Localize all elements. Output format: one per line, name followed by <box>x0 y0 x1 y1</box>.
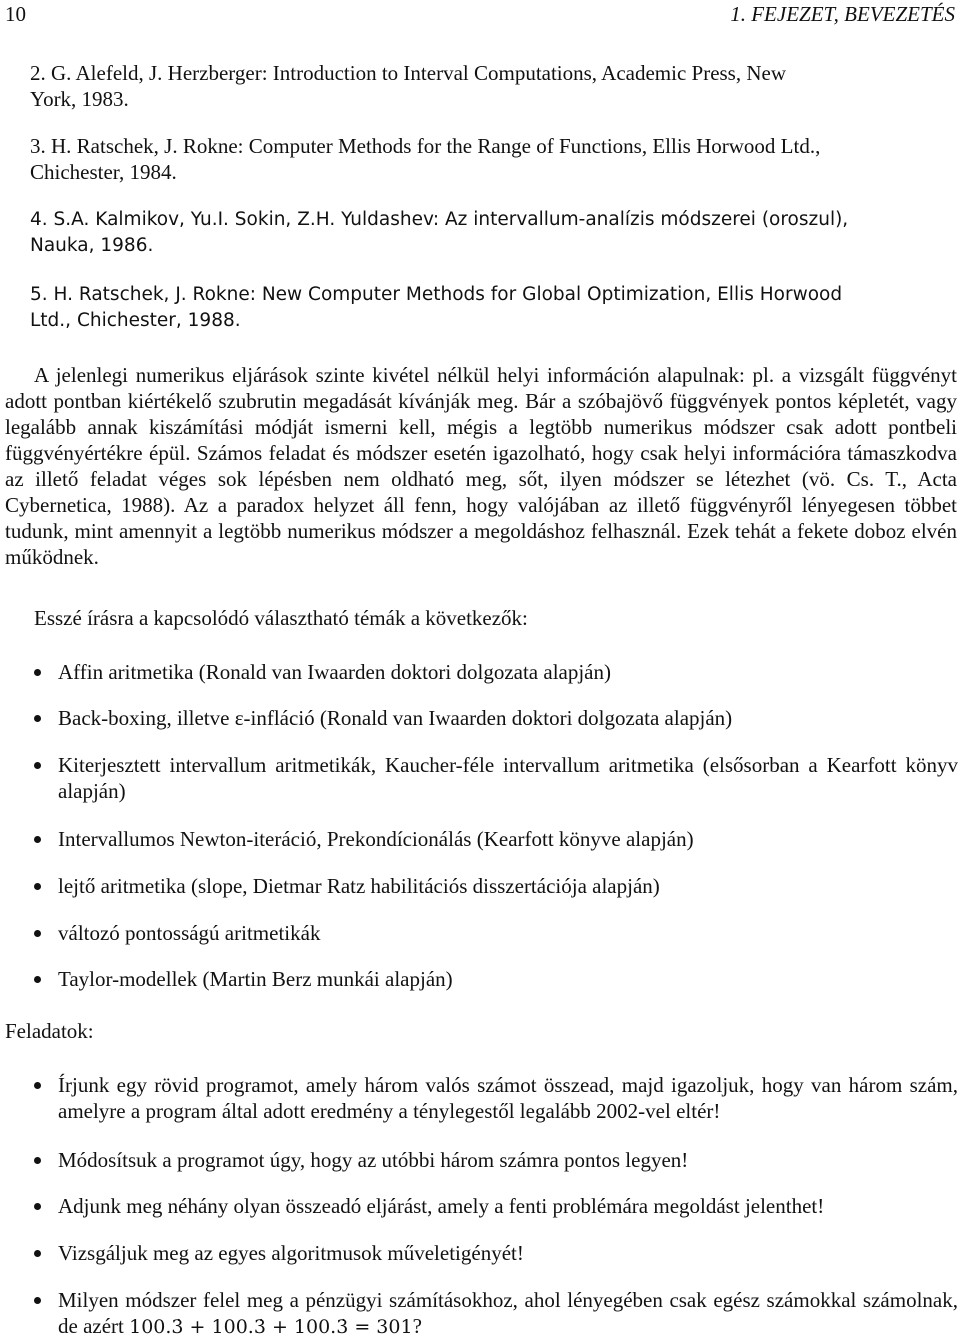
list-item: Taylor-modellek (Martin Berz munkái alapján) <box>58 967 453 991</box>
chapter-title: 1. FEJEZET, BEVEZETÉS <box>730 2 955 26</box>
bullet-icon <box>30 1240 44 1266</box>
bullet-icon <box>30 826 44 852</box>
tasks-label: Feladatok: <box>5 1019 94 1043</box>
reference-text-continued: Nauka, 1986. <box>30 235 154 256</box>
reference-text-continued: York, 1983. <box>30 87 129 111</box>
reference-text: H. Ratschek, J. Rokne: New Computer Methods for Global Optimization, Ellis Horwood <box>53 284 843 305</box>
bullet-icon <box>30 1072 44 1098</box>
reference-text-continued: Ltd., Chichester, 1988. <box>30 310 241 331</box>
reference-item <box>30 60 958 112</box>
page-number: 10 <box>5 2 26 26</box>
page-header <box>5 1 955 29</box>
reference-text: H. Ratschek, J. Rokne: Computer Methods for the Range of Functions, Ellis Horwood Ltd., <box>51 134 821 158</box>
list-item: Affin aritmetika (Ronald van Iwaarden doktori dolgozata alapján) <box>58 660 611 684</box>
reference-number: 5. <box>30 284 48 305</box>
bullet-icon <box>30 705 44 731</box>
bullet-icon <box>30 752 44 778</box>
task-text: Milyen módszer felel meg a pénzügyi számításokhoz, ahol lényegében csak egész számokkal számolnak, de azért <box>58 1288 958 1338</box>
list-item: Back-boxing, illetve ε-infláció (Ronald van Iwaarden doktori dolgozata alapján) <box>58 706 733 730</box>
bullet-icon <box>30 966 44 992</box>
reference-number: 4. <box>30 209 48 230</box>
bullet-icon <box>30 1287 44 1313</box>
list-item: Kiterjesztett intervallum aritmetikák, Kaucher-féle intervallum aritmetika (elsősorban a Kearfott könyv alapján) <box>58 753 958 803</box>
list-item: Intervallumos Newton-iteráció, Prekondícionálás (Kearfott könyve alapján) <box>58 827 694 851</box>
bullet-icon <box>30 873 44 899</box>
reference-text: S.A. Kalmikov, Yu.I. Sokin, Z.H. Yuldashev: Az intervallum-analízis módszerei (oroszul), <box>53 209 849 230</box>
list-item: Vizsgáljuk meg az egyes algoritmusok műveletigényét! <box>58 1241 524 1265</box>
list-item: Adjunk meg néhány olyan összeadó eljárást, amely a fenti problémára megoldást jelenthet! <box>58 1194 825 1218</box>
reference-text: G. Alefeld, J. Herzberger: Introduction to Interval Computations, Academic Press, New <box>51 61 787 85</box>
reference-number: 2. <box>30 61 46 85</box>
list-item <box>58 1287 958 1340</box>
question-mark: ? <box>412 1314 422 1338</box>
reference-item <box>30 207 958 259</box>
reference-item <box>30 133 958 185</box>
topics-intro: Esszé írásra a kapcsolódó választható témák a következők: <box>34 606 528 630</box>
bullet-icon <box>30 659 44 685</box>
list-item: lejtő aritmetika (slope, Dietmar Ratz habilitációs disszertációja alapján) <box>58 874 660 898</box>
reference-item <box>30 282 958 334</box>
bullet-icon <box>30 1193 44 1219</box>
list-item: Írjunk egy rövid programot, amely három valós számot összead, majd igazoljuk, hogy van három szám, amelyre a program által adott eredmény a ténylegestől legalább 2002-vel eltér! <box>58 1073 958 1123</box>
reference-text-continued: Chichester, 1984. <box>30 160 177 184</box>
intro-paragraph: A jelenlegi numerikus eljárások szinte kivétel nélkül helyi információn alapulnak: pl. a vizsgált függvényt adott pontban kiértékelő szubrutin megadását kívánják meg. Bár a szóbajövő függvények pontos képletét, vagy legalább annak kiszámítási módját ismerni kell, mégis a legtöbb numerikus módszer csak adott pontbeli függvényértékre épül. Számos feladat és módszer esetén igazolható, hogy csak helyi információra támaszkodva az illető feladat véges sok lépésben nem oldható meg, sőt, ilyen módszer se létezhet (vö. Cs. T., Acta Cybernetica, 1988). Az a paradox helyzet áll fenn, hogy valójában az illető függvényről lényegesen többet tudunk, mint amennyit a legtöbb numerikus módszer a megoldáshoz felhasznál. Ezek tehát a fekete doboz elvén működnek. <box>5 363 957 569</box>
reference-number: 3. <box>30 134 46 158</box>
math-formula: 100.3̇ + 100.3̇ + 100.3̇ = 301 <box>129 1316 413 1338</box>
bullet-icon <box>30 920 44 946</box>
list-item: Módosítsuk a programot úgy, hogy az utóbbi három számra pontos legyen! <box>58 1148 689 1172</box>
bullet-icon <box>30 1147 44 1173</box>
list-item: változó pontosságú aritmetikák <box>58 921 321 945</box>
